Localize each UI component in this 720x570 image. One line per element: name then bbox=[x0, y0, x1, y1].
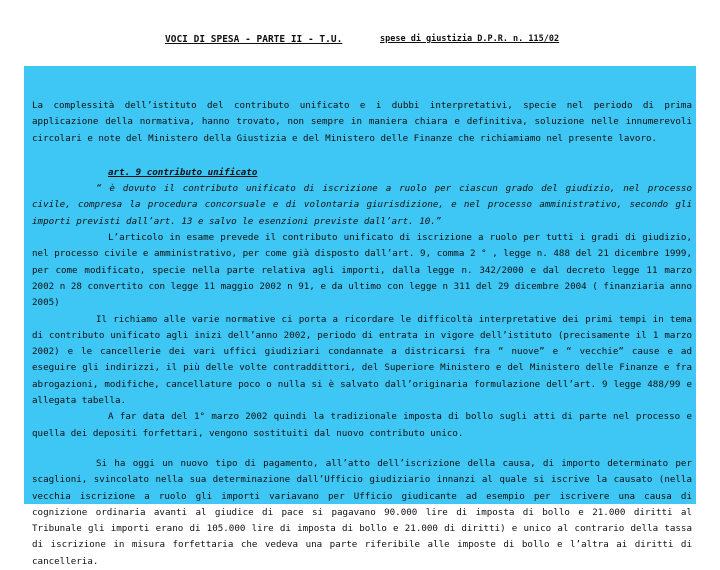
article-title: art. 9 contributo unificato bbox=[108, 166, 258, 178]
page-header bbox=[0, 34, 720, 50]
spacer bbox=[32, 442, 692, 456]
header-law-reference: spese di giustizia D.P.R. n. 115/02 bbox=[380, 34, 560, 44]
article-quote: “ è dovuto il contributo unificato di iscrizione a ruolo per ciascun grado del giudizio, nel processo civile, compresa la procedura concorsuale e di volontaria giurisdizione, e nel processo amministrativo, secondo gli importi previsti dall’art. 13 e salvo le esenzioni previste dall’art. 10.” bbox=[32, 183, 692, 227]
content-panel bbox=[24, 66, 696, 567]
paragraph-new-payment: Si ha oggi un nuovo tipo di pagamento, all’atto dell’iscrizione della causa, di importo determinato per scaglioni, svincolato nella sua determinazione dall’Ufficio giudiziario innanzi al quale si iscrive la causato (nella vecchia iscrizione a ruolo gli importi variavano per Ufficio giudicante ad esempio per iscrivere una causa di cognizione ordinaria avanti al giudice di pace si pagavano 90.000 lire di imposta di bollo e 21.000 diritti al Tribunale gli importi erano di 105.000 lire di imposta di bollo e 21.000 di diritti) e unico al contrario della tassa di iscrizione in misura forfettaria che vedeva una parte riferibile alle imposte di bollo e l’altra ai diritti di cancelleria. bbox=[32, 457, 692, 567]
header-section-title: VOCI DI SPESA - PARTE II - T.U. bbox=[165, 34, 343, 45]
paragraph-substitution: A far data del 1° marzo 2002 quindi la tradizionale imposta di bollo sugli atti di parte nel processo e quella dei depositi forfettari, vengono sostituiti dal nuovo contributo unico. bbox=[32, 411, 692, 439]
paragraph-article-description: L’articolo in esame prevede il contributo unificato di iscrizione a ruolo per tutti i gradi di giudizio, nel processo civile e amministrativo, per come già disposto dall’art. 9, comma 2 ° , legge n. 488 del 21 dicembre 1999, per come modificato, specie nella parte relativa agli importi, dalla legge n. 342/2000 e dal decreto legge 11 marzo 2002 n 28 convertito con legge 11 maggio 2002 n 91, e da ultimo con legge n 311 del 29 dicembre 2004 ( finanziaria anno 2005) bbox=[32, 232, 692, 309]
paragraph-interpretation: Il richiamo alle varie normative ci porta a ricordare le difficoltà interpretative dei primi tempi in tema di contributo unificato agli inizi dell’anno 2002, periodo di entrata in vigore dell’istituto (precisamente il 1 marzo 2002) e le cancellerie dei vari uffici giudiziari condannate a districarsi fra “ nuove” e “ vecchie” cause e ad eseguire gli indirizzi, il più delle volte contraddittori, del Superiore Ministero e del Ministero delle Finanze e fra abrogazioni, modifiche, cancellature poco o nulla si è salvato dall’originaria formulazione dell’art. 9 legge 488/99 e allegata tabella. bbox=[32, 313, 692, 407]
intro-paragraph: La complessità dell’istituto del contributo unificato e i dubbi interpretativi, specie nel periodo di prima applicazione della normativa, hanno trovato, non sempre in maniera chiara e definitiva, soluzione nelle innumerevoli circolari e note del Ministero della Giustizia e del Ministero delle Finanze che richiamiamo nel presente lavoro. bbox=[32, 100, 692, 144]
